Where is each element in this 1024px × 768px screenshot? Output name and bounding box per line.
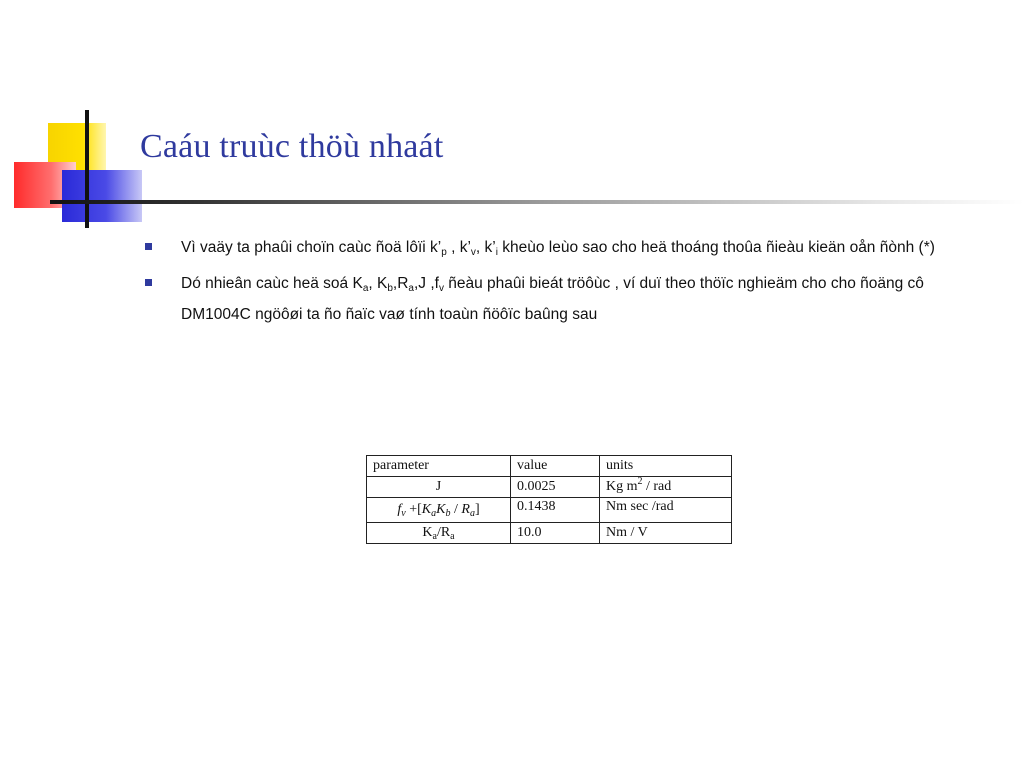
subscript: a xyxy=(408,283,414,294)
subscript: p xyxy=(441,247,447,258)
formula-part: K xyxy=(436,502,446,517)
bullet-text: kheùo leùo sao cho heä thoáng thoûa ñieàu kieän oån ñònh (*) xyxy=(497,239,935,256)
subscript: i xyxy=(495,247,498,258)
cell-param-ka-ra xyxy=(367,523,511,544)
formula-part: ] xyxy=(474,502,480,517)
table-header-row xyxy=(367,456,732,477)
header-units: units xyxy=(600,456,732,477)
slide-title: Caáu truùc thöù nhaát xyxy=(140,128,444,165)
formula-part: R xyxy=(461,502,470,517)
table-row xyxy=(367,477,732,498)
formula-part: R xyxy=(440,525,451,540)
cell-param-formula xyxy=(367,498,511,523)
title-divider-line xyxy=(50,200,1024,204)
bullet-text: ñeàu phaûi bieát tröôùc , ví duï theo thöïc nghieäm cho cho ñoäng cô DM1004C ngöôøi ta ño ñaïc vaø tính toaùn ñöôïc baûng sau xyxy=(181,275,924,323)
subscript: v xyxy=(438,283,444,294)
bullet-item xyxy=(145,232,995,263)
bullet-text: Dó nhieân caùc heä soá K xyxy=(181,275,363,292)
table-row xyxy=(367,498,732,523)
cell-units xyxy=(600,477,732,498)
formula-part: +[ xyxy=(405,502,422,517)
formula-part: / xyxy=(450,502,462,517)
bullet-text: , k’ xyxy=(475,239,496,256)
bullet-text: , k’ xyxy=(446,239,471,256)
decorative-vertical-line xyxy=(85,110,89,228)
formula-part: K xyxy=(421,502,432,517)
bullet-text: , K xyxy=(368,275,388,292)
formula-part: f xyxy=(397,502,402,517)
subscript: v xyxy=(470,247,476,258)
square-bullet-icon xyxy=(145,243,152,250)
cell-param-j: J xyxy=(367,477,511,498)
bullet-list xyxy=(145,232,995,335)
table-row xyxy=(367,523,732,544)
subscript: a xyxy=(469,508,475,519)
subscript: v xyxy=(401,508,406,519)
subscript: b xyxy=(387,283,393,294)
cell-value: 10.0 xyxy=(511,523,600,544)
cell-units: Nm sec /rad xyxy=(600,498,732,523)
subscript: a xyxy=(362,283,369,294)
bullet-text: ,R xyxy=(392,275,409,292)
bullet-text: Vì vaäy ta phaûi choïn caùc ñoä lôïi k’ xyxy=(181,239,442,256)
formula-part: / xyxy=(436,525,441,540)
parameter-table xyxy=(366,455,732,544)
decorative-blue-block xyxy=(62,170,142,222)
formula-part: K xyxy=(422,525,433,540)
subscript: a xyxy=(432,531,437,542)
subscript: b xyxy=(445,508,451,519)
bullet-item xyxy=(145,268,995,330)
bullet-text: ,J ,f xyxy=(413,275,439,292)
units-text: Kg m xyxy=(606,479,638,494)
subscript: a xyxy=(450,531,455,542)
cell-value: 0.0025 xyxy=(511,477,600,498)
superscript: 2 xyxy=(637,476,643,487)
square-bullet-icon xyxy=(145,279,152,286)
header-parameter: parameter xyxy=(367,456,511,477)
subscript: a xyxy=(431,508,437,519)
units-text: / rad xyxy=(642,479,672,494)
header-value: value xyxy=(511,456,600,477)
cell-units: Nm / V xyxy=(600,523,732,544)
cell-value: 0.1438 xyxy=(511,498,600,523)
